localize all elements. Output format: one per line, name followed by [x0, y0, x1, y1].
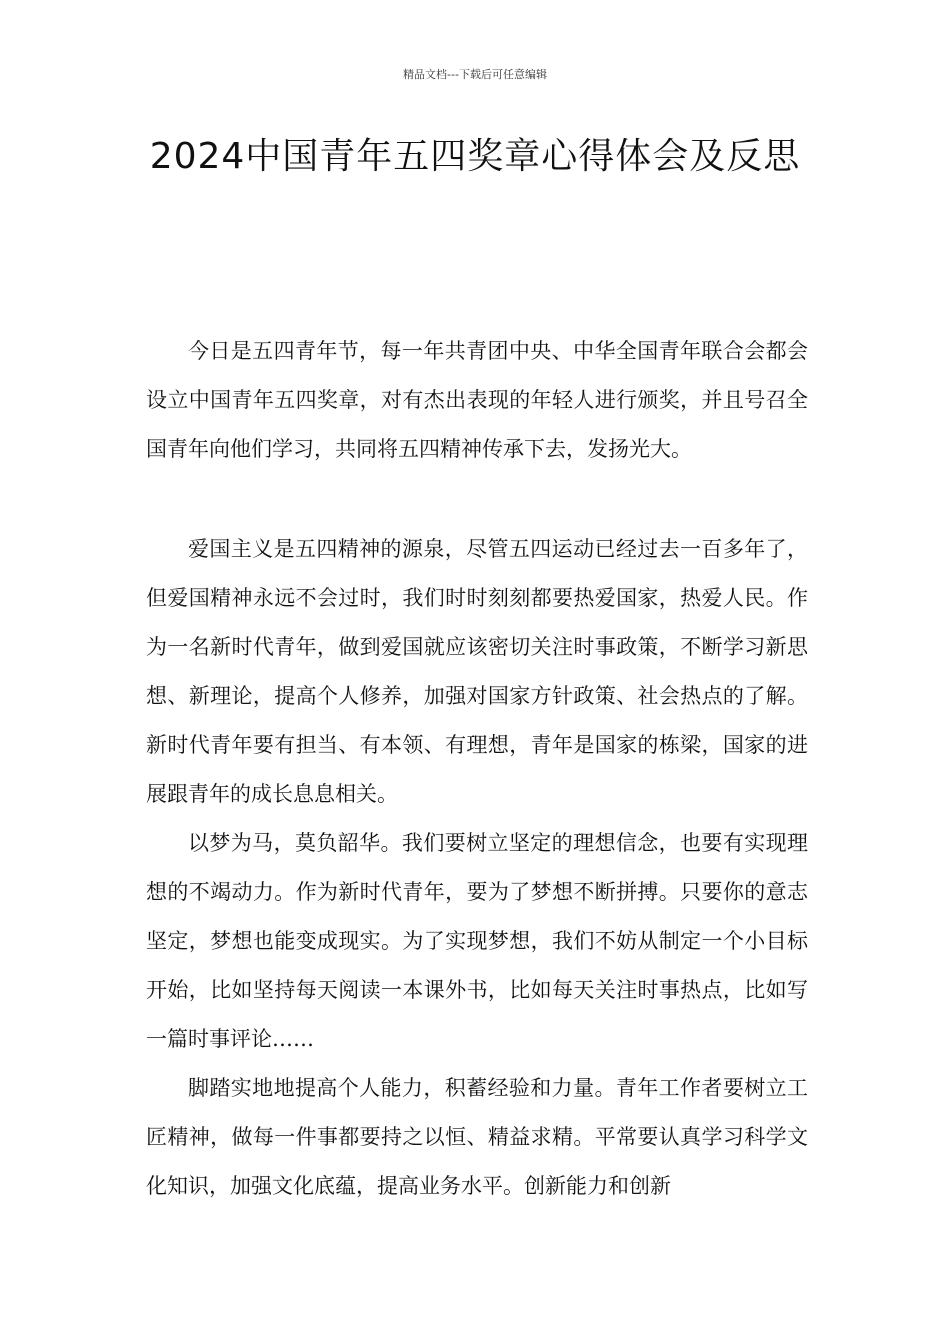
- paragraph-1: 今日是五四青年节，每一年共青团中央、中华全国青年联合会都会设立中国青年五四奖章，对有杰出表现的年轻人进行颁奖，并且号召全国青年向他们学习，共同将五四精神传承下去，发扬光大。: [146, 339, 808, 461]
- paragraph-4: 脚踏实地地提高个人能力，积蓄经验和力量。青年工作者要树立工匠精神，做每一件事都要持之以恒、精益求精。平常要认真学习科学文化知识，加强文化底蕴，提高业务水平。创新能力和创新: [146, 1076, 808, 1198]
- document-title: 2024中国青年五四奖章心得体会及反思: [149, 136, 801, 177]
- paragraph-2: 爱国主义是五四精神的源泉，尽管五四运动已经过去一百多年了，但爱国精神永远不会过时，我们时时刻刻都要热爱国家，热爱人民。作为一名新时代青年，做到爱国就应该密切关注时事政策，不断学习新思想、新理论，提高个人修养，加强对国家方针政策、社会热点的了解。新时代青年要有担当、有本领、有理想，青年是国家的栋梁，国家的进展跟青年的成长息息相关。: [146, 537, 808, 806]
- header-note: 精品文档---下载后可任意编辑: [403, 68, 547, 81]
- intro-section: [146, 327, 808, 474]
- paragraph-3: 以梦为马，莫负韶华。我们要树立坚定的理想信念，也要有实现理想的不竭动力。作为新时代青年，要为了梦想不断拼搏。只要你的意志坚定，梦想也能变成现实。为了实现梦想，我们不妨从制定一个小目标开始，比如坚持每天阅读一本课外书，比如每天关注时事热点，比如写一篇时事评论……: [146, 831, 808, 1051]
- main-section: [146, 525, 808, 1211]
